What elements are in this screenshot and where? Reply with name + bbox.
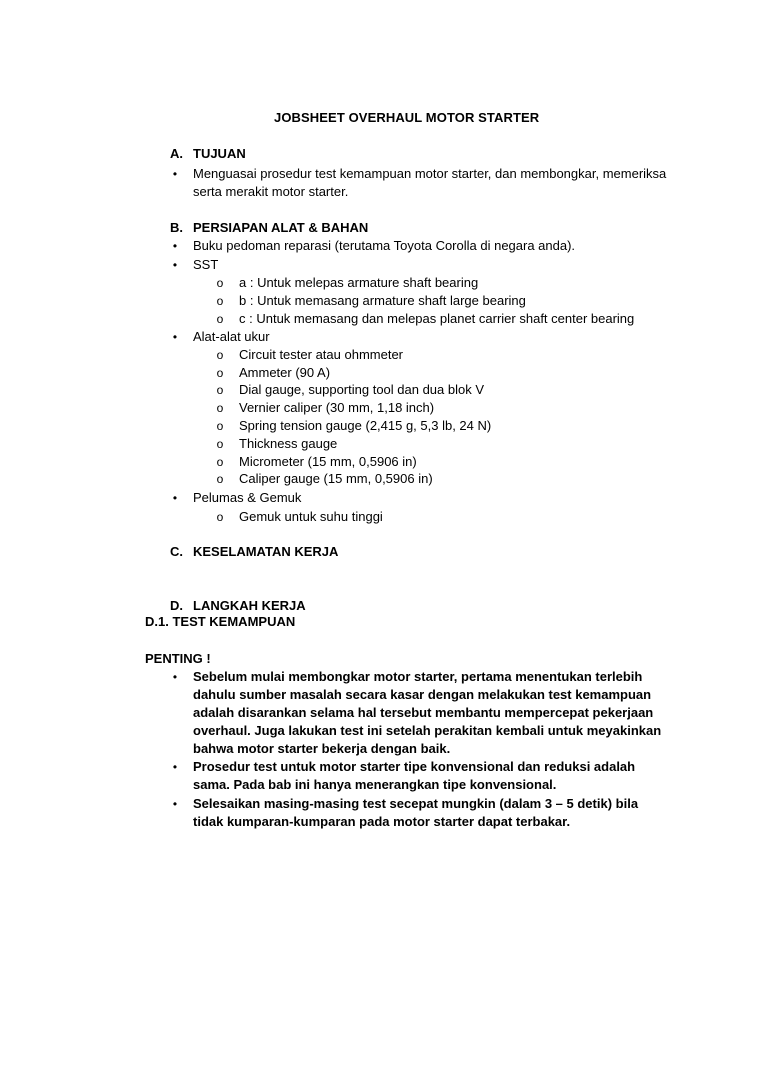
penting-text-line: tidak kumparan-kumparan pada motor starter dapat terbakar. [193,814,571,829]
tujuan-text-line-1: Menguasai prosedur test kemampuan motor starter, dan membongkar, memeriksa [193,166,667,181]
persiapan-item-sst: SST [193,257,219,272]
bullet-icon: • [172,797,178,811]
sub-bullet-icon: o [216,401,224,415]
penting-text-line: sama. Pada bab ini hanya menerangkan tipe konvensional. [193,777,557,792]
document-title: JOBSHEET OVERHAUL MOTOR STARTER [274,110,540,125]
sub-bullet-icon: o [216,472,224,486]
section-d-letter: D. [170,598,183,613]
persiapan-item-alat-ukur: Alat-alat ukur [193,329,270,344]
bullet-icon: • [172,239,178,253]
sub-bullet-icon: o [216,294,224,308]
penting-label: PENTING ! [145,651,211,666]
ukur-item: Vernier caliper (30 mm, 1,18 inch) [239,400,435,415]
ukur-item: Caliper gauge (15 mm, 0,5906 in) [239,471,433,486]
section-b-heading: PERSIAPAN ALAT & BAHAN [193,220,369,235]
sub-bullet-icon: o [216,366,224,380]
sst-item: c : Untuk memasang dan melepas planet carrier shaft center bearing [239,311,635,326]
penting-text-line: Prosedur test untuk motor starter tipe konvensional dan reduksi adalah [193,759,636,774]
sst-item: a : Untuk melepas armature shaft bearing [239,275,479,290]
sub-bullet-icon: o [216,276,224,290]
ukur-item: Dial gauge, supporting tool dan dua blok V [239,382,485,397]
sub-bullet-icon: o [216,510,224,524]
penting-text-line: adalah disarankan selama hal tersebut membantu mempercepat pekerjaan [193,705,654,720]
section-c-heading: KESELAMATAN KERJA [193,544,339,559]
sub-bullet-icon: o [216,312,224,326]
tujuan-text-line-2: serta merakit motor starter. [193,184,349,199]
bullet-icon: • [172,760,178,774]
sub-bullet-icon: o [216,383,224,397]
section-a-heading: TUJUAN [193,146,246,161]
penting-text-line: overhaul. Juga lakukan test ini setelah perakitan kembali untuk meyakinkan [193,723,662,738]
ukur-item: Circuit tester atau ohmmeter [239,347,404,362]
bullet-icon: • [172,330,178,344]
sub-bullet-icon: o [216,437,224,451]
persiapan-item-buku: Buku pedoman reparasi (terutama Toyota Corolla di negara anda). [193,238,576,253]
ukur-item: Ammeter (90 A) [239,365,331,380]
bullet-icon: • [172,167,178,181]
section-a-letter: A. [170,146,183,161]
bullet-icon: • [172,670,178,684]
sub-bullet-icon: o [216,455,224,469]
penting-text-line: dahulu sumber masalah secara kasar dengan melakukan test kemampuan [193,687,652,702]
section-b-letter: B. [170,220,183,235]
section-c-letter: C. [170,544,183,559]
bullet-icon: • [172,491,178,505]
ukur-item: Micrometer (15 mm, 0,5906 in) [239,454,417,469]
ukur-item: Thickness gauge [239,436,338,451]
ukur-item: Spring tension gauge (2,415 g, 5,3 lb, 24 N) [239,418,492,433]
penting-text-line: Selesaikan masing-masing test secepat mungkin (dalam 3 – 5 detik) bila [193,796,639,811]
section-d-heading: LANGKAH KERJA [193,598,306,613]
sub-bullet-icon: o [216,348,224,362]
sub-bullet-icon: o [216,419,224,433]
pelumas-item: Gemuk untuk suhu tinggi [239,509,383,524]
bullet-icon: • [172,258,178,272]
persiapan-item-pelumas: Pelumas & Gemuk [193,490,302,505]
sst-item: b : Untuk memasang armature shaft large bearing [239,293,526,308]
penting-text-line: bahwa motor starter bekerja dengan baik. [193,741,451,756]
subsection-d1-heading: D.1. TEST KEMAMPUAN [145,614,296,629]
penting-text-line: Sebelum mulai membongkar motor starter, pertama menentukan terlebih [193,669,643,684]
